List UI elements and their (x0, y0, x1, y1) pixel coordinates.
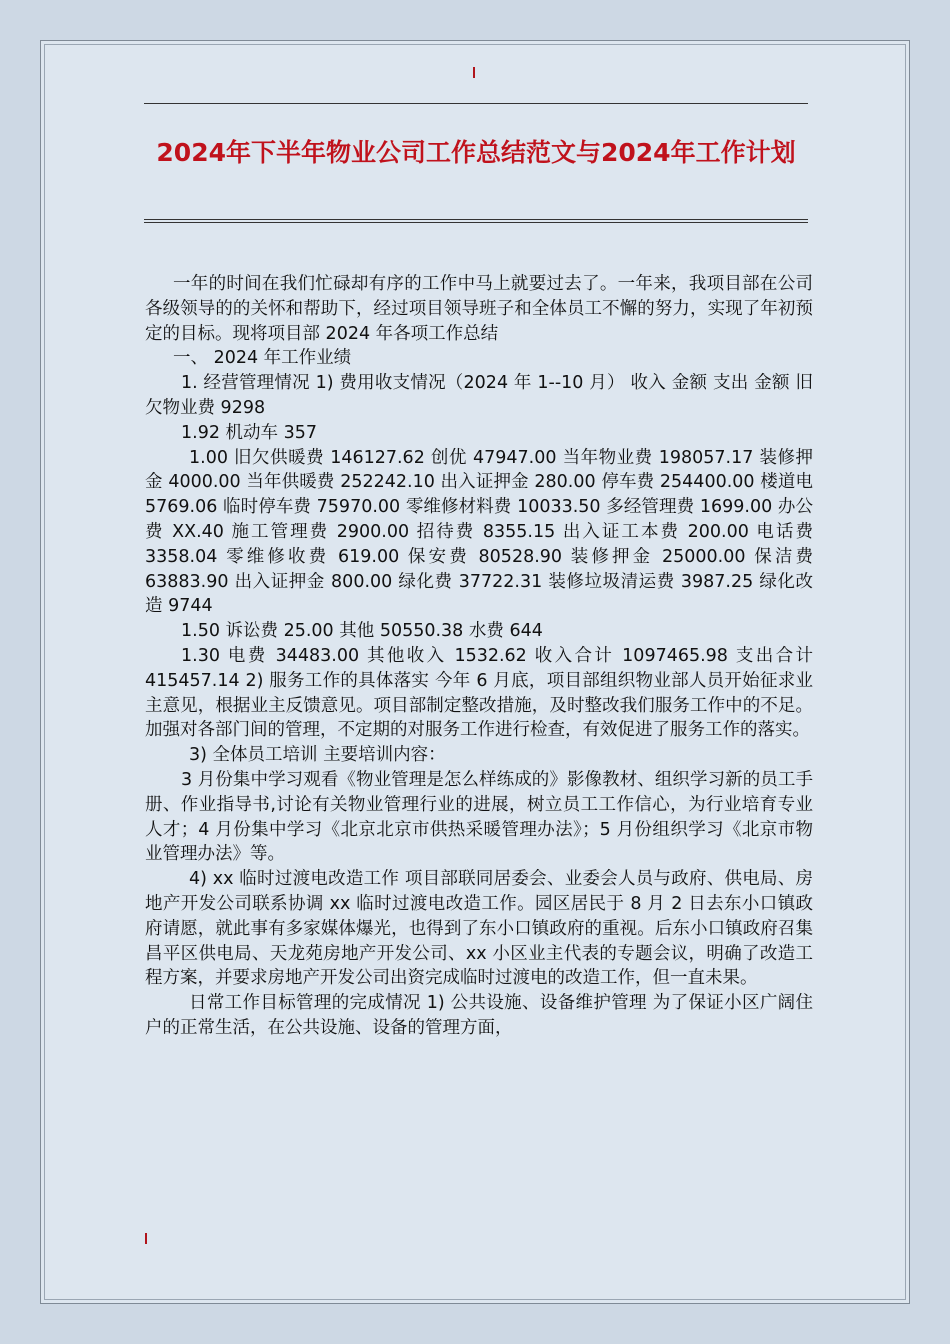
paragraph-vehicle: 1.92 机动车 357 (181, 422, 317, 443)
paragraph-daily: 日常工作目标管理的完成情况 1) 公共设施、设备维护管理 为了保证小区广阔住户的正常生活，在公共设施、设备的管理方面， (145, 993, 813, 1038)
section-heading-1: 一、 2024 年工作业绩 (173, 348, 352, 369)
paragraph-intro: 一年的时间在我们忙碌却有序的工作中马上就要过去了。一年来，我项目部在公司各级领导的的关怀和帮助下，经过项目领导班子和全体员工不懈的努力，实现了年初预定的目标。现将项目部 2024 年各项工作总结 (145, 274, 813, 344)
paragraph-service: 1.30 电费 34483.00 其他收入 1532.62 收入合计 1097465.98 支出合计 415457.14 2) 服务工作的具体落实 今年 6 月底，项目部组织物业部人员开始征求业主意见，根据业主反馈意见。项目部制定整改措施，及时整改我们服务工作中的不足。加强对各部门间的管理，不定期的对服务工作进行检查，有效促进了服务工作的落实。 (145, 645, 813, 741)
header-cursor-mark (473, 67, 475, 78)
document-body (145, 272, 813, 1041)
paragraph-training-heading: 3) 全体员工培训 主要培训内容： (189, 745, 446, 766)
document-title: 2024年下半年物业公司工作总结范文与2024年工作计划 (156, 138, 796, 167)
footer-cursor-mark (145, 1233, 147, 1244)
paragraph-power: 4) xx 临时过渡电改造工作 项目部联同居委会、业委会人员与政府、供电局、房地产开发公司联系协调 xx 临时过渡电改造工作。园区居民于 8 月 2 日去东小口镇政府请愿，就此事有多家媒体爆光，也得到了东小口镇政府的重视。后东小口镇政府召集昌平区供电局、天龙苑房地产开发公司、xx 小区业主代表的专题会议，明确了改造工程方案，并要求房地产开发公司出资完成临时过渡电的改造工作，但一直未果。 (145, 869, 813, 989)
document-page (40, 40, 910, 1304)
paragraph-litigation: 1.50 诉讼费 25.00 其他 50550.38 水费 644 (181, 621, 543, 642)
paragraph-training: 3 月份集中学习观看《物业管理是怎么样练成的》影像教材、组织学习新的员工手册、作业指导书,讨论有关物业管理行业的进展，树立员工工作信心，为行业培育专业人才；4 月份集中学习《北京北京市供热采暖管理办法》；5 月份组织学习《北京市物业管理办法》等。 (145, 769, 813, 865)
title-rule (144, 219, 808, 223)
paragraph-fees: 1.00 旧欠供暖费 146127.62 创优 47947.00 当年物业费 198057.17 装修押金 4000.00 当年供暖费 252242.10 出入证押金 280.00 停车费 254400.00 楼道电 5769.06 临时停车费 75970.00 零维修材料费 10033.50 多经管理费 1699.00 办公费 XX.40 施工管理费 2900.00 招待费 8355.15 出入证工本费 200.00 电话费 3358.04 零维修收费 619.00 保安费 80528.90 装修押金 25000.00 保洁费 63883.90 出入证押金 800.00 绿化费 37722.31 装修垃圾清运费 3987.25 绿化改造 9744 (145, 447, 813, 617)
paragraph-finance: 1. 经营管理情况 1) 费用收支情况（2024 年 1--10 月） 收入 金额 支出 金额 旧欠物业费 9298 (145, 373, 813, 418)
header-rule (144, 103, 808, 104)
